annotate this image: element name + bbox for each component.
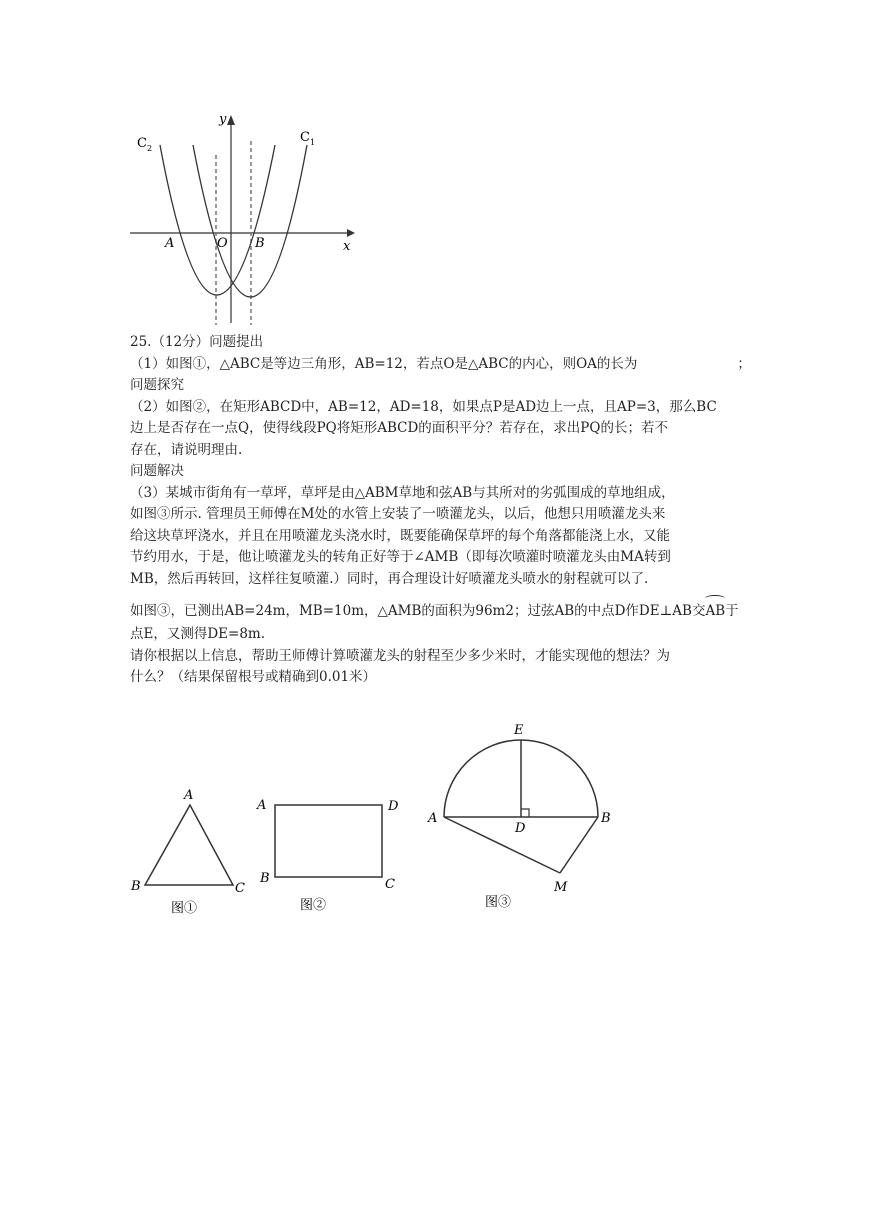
geometry-figures [125,718,635,923]
segment-bm [560,817,598,873]
question-3-line-6-end: 于 [725,603,739,619]
fig1-label-b: B [131,879,141,894]
question-1-text: （1）如图①，△ABC是等边三角形，AB=12，若点O是△ABC的内心，则OA的长为 [130,355,638,372]
label-y: y [219,112,227,127]
label-c1-sub: 1 [310,138,316,147]
fig2-label-a: A [257,798,267,813]
fig1-label-a: A [184,788,194,803]
segment-am [444,817,560,873]
fig2-label-b: B [260,871,270,886]
question-3-line-6 [130,598,750,624]
question-3-line-5: MB，然后再转回，这样往复喷灌.）同时，再合理设计好喷灌龙头喷水的射程就可以了. [130,570,649,587]
label-b: B [255,236,265,251]
parabola-graph [125,105,365,330]
fig3-label-a: A [428,811,438,826]
fig2-label-c: C [385,877,395,892]
fig1-label-c: C [235,881,245,896]
label-a: A [165,236,175,251]
question-3-line-2: 如图③所示. 管理员王师傅在M处的水管上安装了一喷灌龙头，以后，他想只用喷灌龙头来 [130,506,666,522]
question-3-line-6-text: 如图③，已测出AB=24m，MB=10m，△AMB的面积为96m2；过弦AB的中点D作DE⊥AB交 [130,603,706,619]
question-1-end: ； [737,355,751,372]
label-c1: C [300,130,310,145]
question-1 [130,354,750,376]
spacer [130,590,750,598]
arc-ab-label: AB [705,598,725,624]
fig3-label-e: E [514,723,524,738]
question-2-line-3: 存在，请说明理由. [130,441,243,458]
section-heading-explore: 问题探究 [130,377,184,393]
problem-header: 25.（12分）问题提出 [130,334,264,350]
rectangle-abcd [275,805,382,877]
question-3-line-1: （3）某城市街角有一草坪，草坪是由△ABM草地和弦AB与其所对的劣弧围成的草地组成， [130,484,675,501]
y-axis-arrow [227,115,235,125]
fig3-label-d: D [515,821,526,836]
question-3-line-7: 点E，又测得DE=8m. [130,626,266,642]
question-3-line-4: 节约用水，于是，他让喷灌龙头的转角正好等于∠AMB（即每次喷灌时喷灌龙头由MA转到 [130,549,671,565]
question-2-line-1: （2）如图②，在矩形ABCD中，AB=12，AD=18，如果点P是AD边上一点，且AP=3，那么BC [130,398,717,415]
question-3-line-8: 请你根据以上信息，帮助王师傅计算喷灌龙头的射程至少多少米时，才能实现他的想法？为 [130,647,670,664]
figure-1 [130,788,245,916]
label-o: O [217,236,228,251]
fig3-caption: 图③ [485,895,512,910]
question-2-line-2: 边上是否存在一点Q，使得线段PQ将矩形ABCD的面积平分？若存在，求出PQ的长；若不 [130,420,668,436]
problem-text [130,332,750,689]
section-heading-solve: 问题解决 [130,463,184,479]
fig3-label-b: B [601,811,611,826]
parabola-c2 [160,145,275,295]
question-3-line-3: 给这块草坪浇水，并且在用喷灌龙头浇水时，既要能确保草坪的每个角落都能浇上水，又能 [130,527,670,544]
x-axis-arrow [347,229,355,237]
label-c2-sub: 2 [147,144,153,153]
question-3-line-9: 什么？（结果保留根号或精确到0.01米） [130,669,377,685]
parabola-c1 [193,145,307,297]
label-c2: C [137,136,147,151]
fig1-caption: 图① [171,901,198,916]
fig2-caption: 图② [300,898,327,913]
right-angle-mark [521,809,529,817]
triangle-abc [145,805,233,885]
fig3-label-m: M [554,880,568,895]
label-x: x [343,239,351,254]
figure-2 [256,798,399,913]
fig2-label-d: D [388,799,399,814]
figure-3 [427,723,611,910]
